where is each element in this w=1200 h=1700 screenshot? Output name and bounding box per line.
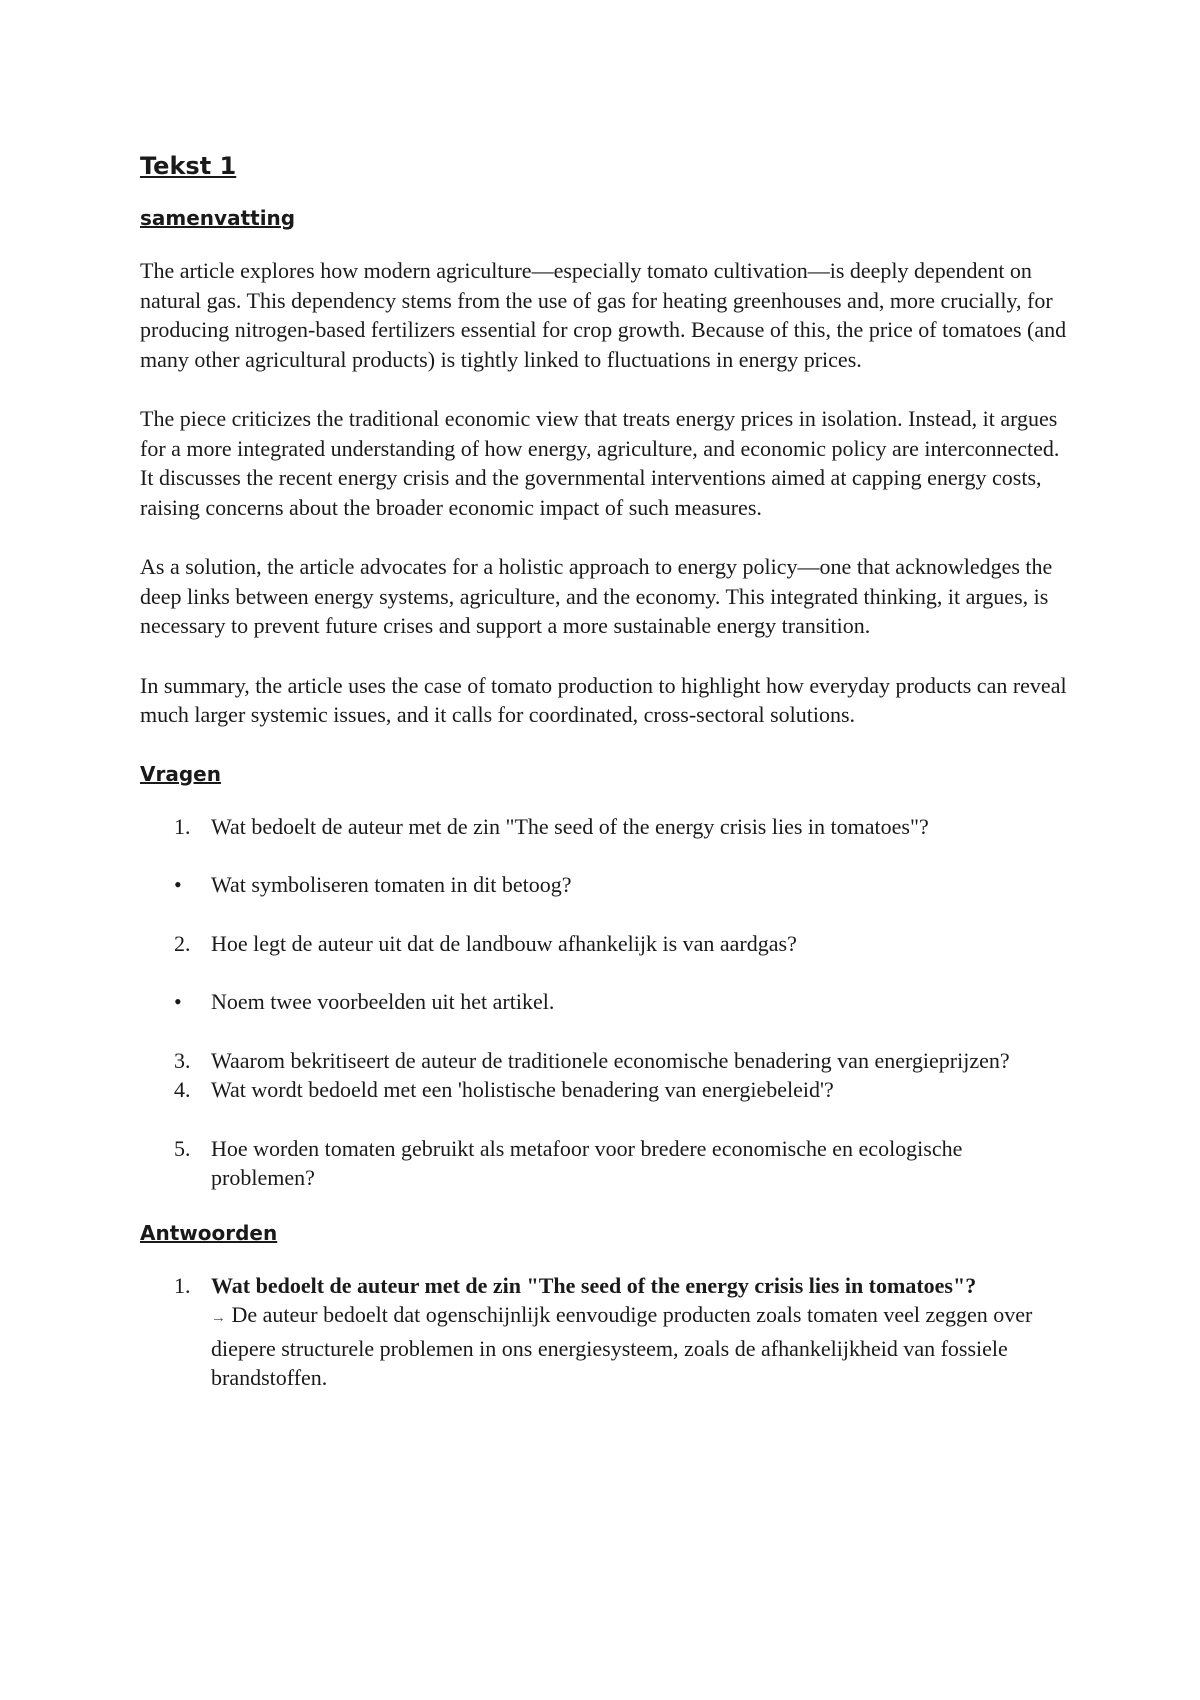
question-text: Wat symboliseren tomaten in dit betoog? — [211, 872, 572, 897]
summary-paragraph: The piece criticizes the traditional economic view that treats energy prices in isolation. Instead, it argues for a more integrated understanding of how energy, agriculture, and economic policy are interconnected. It discusses the recent energy crisis and the governmental interventions aimed at capping energy costs, raising concerns about the broader economic impact of such measures. — [140, 406, 1060, 520]
answer-text: De auteur bedoelt dat ogenschijnlijk eenvoudige producten zoals tomaten veel zeggen over diepere structurele problemen in ons energiesysteem, zoals de afhankelijkheid van fossiele brandstoffen. — [211, 1302, 1033, 1390]
summary-paragraph: In summary, the article uses the case of tomato production to highlight how everyday products can reveal much larger systemic issues, and it calls for coordinated, cross-sectoral solutions. — [140, 672, 1067, 727]
question-text: Waarom bekritiseert de auteur de traditionele economische benadering van energieprijzen? — [211, 1047, 1010, 1073]
question-item — [140, 987, 1070, 1017]
document-title: Tekst 1 — [140, 152, 237, 180]
answer-item — [140, 1271, 1070, 1393]
questions-heading: Vragen — [140, 761, 221, 786]
summary-heading: samenvatting — [140, 206, 296, 230]
question-number: 4. — [174, 1077, 191, 1102]
question-item — [140, 1134, 1070, 1193]
question-number: 5. — [174, 1135, 191, 1161]
question-text: Hoe worden tomaten gebruikt als metafoor voor bredere economische en ecologische problemen? — [211, 1135, 963, 1190]
question-text: Noem twee voorbeelden uit het artikel. — [211, 989, 555, 1014]
summary-paragraph: As a solution, the article advocates for a holistic approach to energy policy—one that acknowledges the deep links between energy systems, agriculture, and the economy. This integrated thinking, it argues, is necessary to prevent future crises and support a more sustainable energy transition. — [140, 554, 1053, 638]
question-number: 1. — [174, 813, 191, 839]
question-text: Wat bedoelt de auteur met de zin "The seed of the energy crisis lies in tomatoes"? — [211, 813, 929, 839]
question-item — [140, 870, 1070, 900]
answer-question-text: Wat bedoelt de auteur met de zin "The seed of the energy crisis lies in tomatoes"? — [211, 1272, 977, 1298]
question-number: 2. — [174, 930, 191, 956]
question-item — [140, 1075, 1070, 1105]
question-item — [140, 1046, 1070, 1076]
answers-list — [140, 1271, 1070, 1393]
question-item — [140, 812, 1070, 842]
question-text: Wat wordt bedoeld met een 'holistische benadering van energiebeleid'? — [211, 1077, 834, 1102]
document-content — [140, 150, 1070, 1419]
summary-paragraph: The article explores how modern agriculture—especially tomato cultivation—is deeply dependent on natural gas. This dependency stems from the use of gas for heating greenhouses and, more crucially, for producing nitrogen-based fertilizers essential for crop growth. Because of this, the price of tomatoes (and many other agricultural products) is tightly linked to fluctuations in energy prices. — [140, 258, 1067, 372]
answer-number: 1. — [174, 1272, 191, 1298]
question-item — [140, 929, 1070, 959]
questions-list — [140, 812, 1070, 1193]
arrow-icon: → — [211, 1310, 226, 1326]
question-number: 3. — [174, 1047, 191, 1073]
answers-heading: Antwoorden — [140, 1220, 278, 1245]
bullet-marker: • — [174, 872, 182, 897]
bullet-marker: • — [174, 989, 182, 1014]
question-text: Hoe legt de auteur uit dat de landbouw afhankelijk is van aardgas? — [211, 930, 797, 956]
